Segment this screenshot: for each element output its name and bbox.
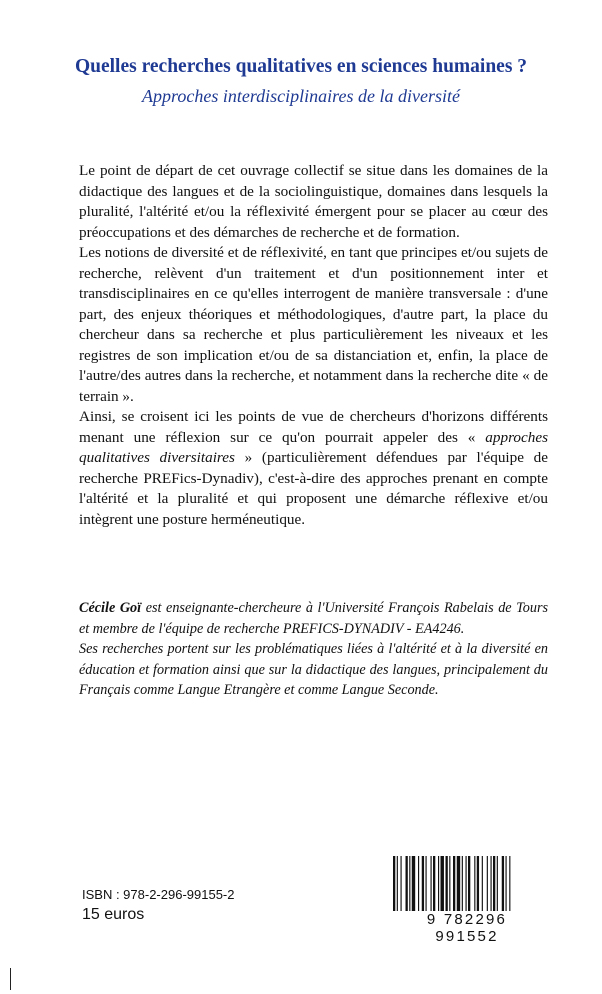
paragraph-2: Les notions de diversité et de réflexivité, en tant que principes et/ou sujets de recherche, relèvent d'un traitement et d'un positionnement inter et transdisciplinaires en ce qu'elles interrogent de manière transversale : d'une part, des enjeux théoriques et méthodologiques, d'autre part, la place du chercheur dans sa recherche et plus particulièrement les niveaux et les registres de son implication et/ou de sa distanciation et, enfin, la place de l'autre/des autres dans la recherche, et notamment dans la recherche dite « de terrain ».: [79, 244, 548, 405]
paragraph-3: [79, 407, 548, 530]
book-title: Quelles recherches qualitatives en sciences humaines ?: [74, 56, 528, 77]
author-bio-1: [79, 598, 548, 639]
price-text: 15 euros: [82, 906, 145, 923]
book-subtitle: Approches interdisciplinaires de la diversité: [142, 86, 460, 106]
author-name: Cécile Goï: [79, 600, 142, 616]
page-edge-mark: [10, 968, 11, 990]
author-bio-2: Ses recherches portent sur les problématiques liées à l'altérité et à la diversité en éducation et formation ainsi que sur la didactique des langues, principalement du Français comme Langue Etrangère et comme Langue Seconde.: [79, 641, 548, 698]
paragraph-1: Le point de départ de cet ouvrage collectif se situe dans les domaines de la didactique des langues et de la sociolinguistique, domaines dans lesquels la pluralité, l'altérité et/ou la réflexivité émergent pour se placer au cœur des préoccupations et des démarches de recherche et de formation.: [79, 162, 548, 241]
paragraph-3-start: Ainsi, se croisent ici les points de vue de chercheurs d'horizons différents menant une réflexion sur ce qu'on pourrait appeler des «: [79, 408, 548, 446]
author-bio: [79, 598, 548, 701]
barcode-image: [393, 856, 541, 916]
description: [79, 161, 548, 530]
paragraph-3-end: » (particulièrement défendues par l'équipe de recherche PREFics-Dynadiv), c'est-à-dire des approches prenant en compte l'altérité et la pluralité et qui proposent une démarche réflexive et/ou intègrent une posture herméneutique.: [79, 449, 548, 528]
paragraph-3-italic: approches qualitatives diversitaires: [79, 428, 548, 466]
author-bio-text-1: est enseignante-chercheure à l'Université François Rabelais de Tours et membre de l'équipe de recherche PREFICS-DYNADIV - EA4246.: [79, 600, 548, 637]
barcode-digits: 9 782296 991552: [393, 911, 541, 945]
isbn-text: ISBN : 978-2-296-99155-2: [82, 887, 235, 902]
